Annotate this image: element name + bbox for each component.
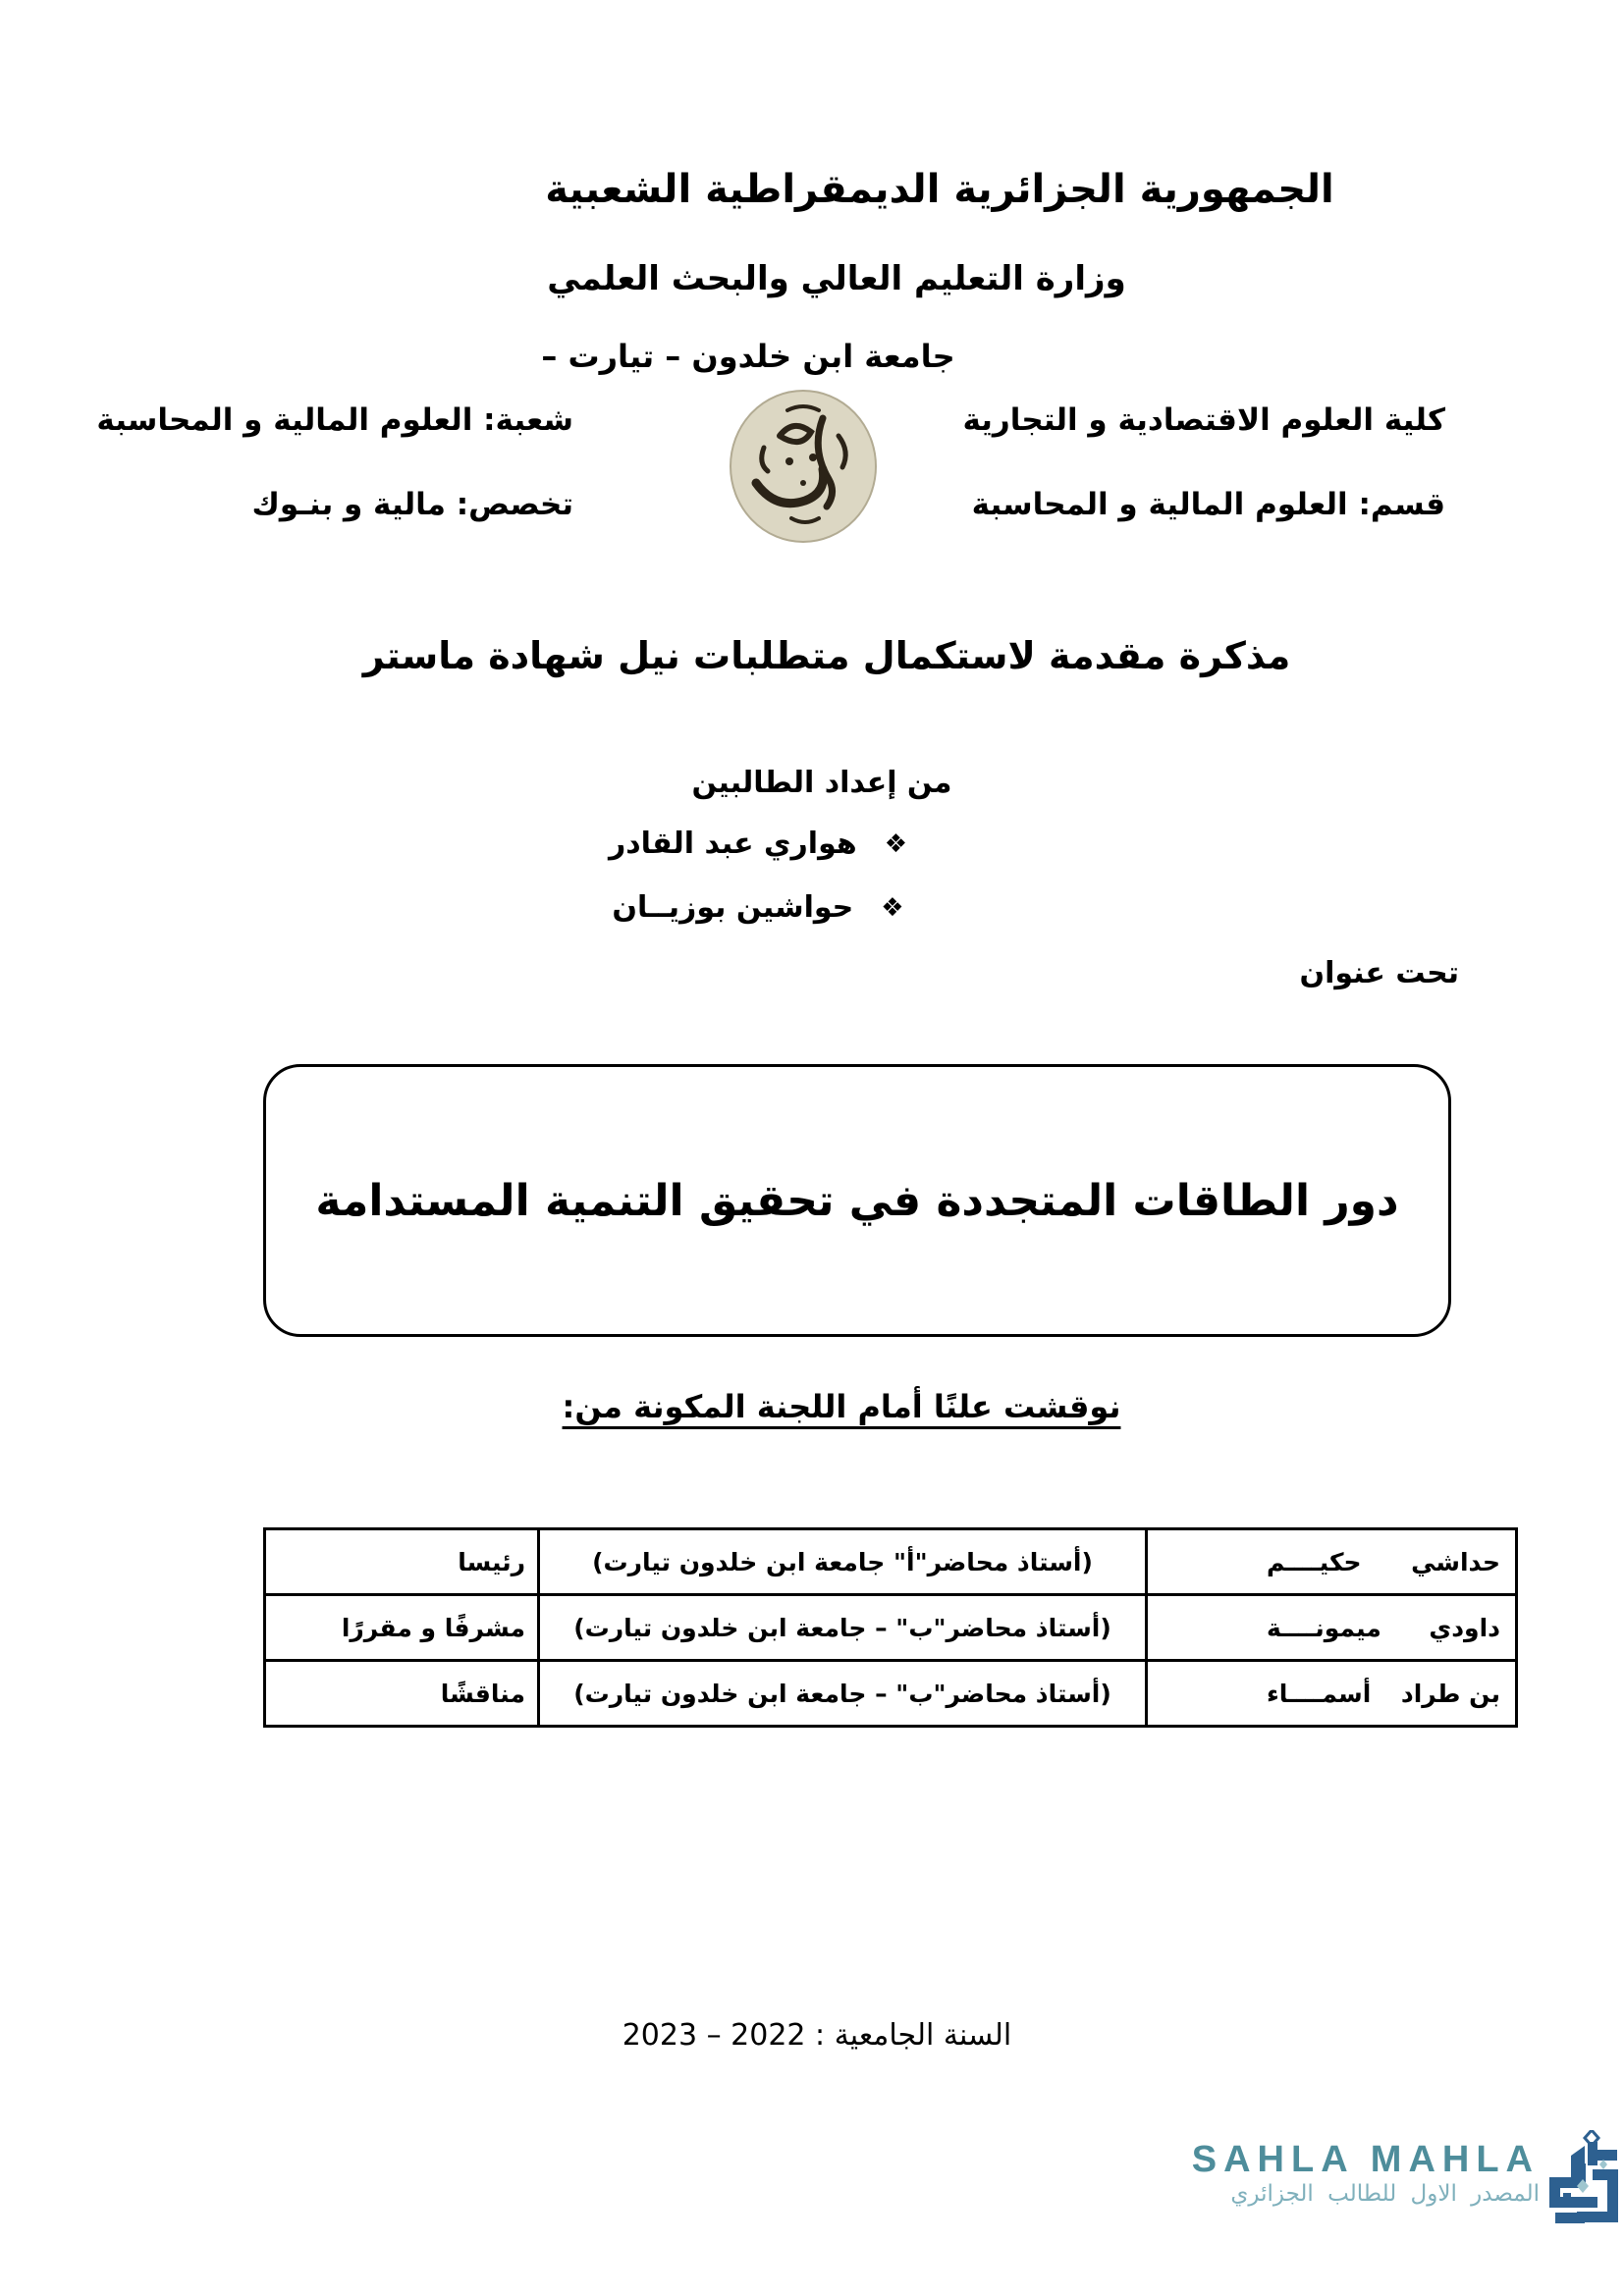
member-name-cell xyxy=(1147,1529,1517,1595)
diamond-bullet-icon: ❖ xyxy=(884,828,907,859)
prepared-by-heading: من إعداد الطالبين xyxy=(691,766,952,800)
committee-intro-line: نوقشت علنًا أمام اللجنة المكونة من: xyxy=(562,1388,1121,1425)
header-university-line: جامعة ابن خلدون – تيارت – xyxy=(541,338,955,375)
member-role-cell: رئيسا xyxy=(265,1529,539,1595)
memo-type-line: مذكرة مقدمة لاستكمال متطلبات نيل شهادة ماستر xyxy=(362,634,1291,677)
student-name: هواري عبد القادر xyxy=(609,827,857,861)
table-row xyxy=(265,1661,1517,1727)
brand-mark-icon xyxy=(1542,2130,1624,2230)
student-item xyxy=(0,827,1570,861)
member-grade-cell: (أستاذ محاضر"ب" – جامعة ابن خلدون تيارت) xyxy=(539,1595,1147,1661)
member-firstname: حكيــــم xyxy=(1267,1547,1362,1576)
member-name-cell xyxy=(1147,1595,1517,1661)
university-seal-icon xyxy=(729,389,878,544)
student-list xyxy=(0,827,1570,954)
table-row xyxy=(265,1529,1517,1595)
faculty-line: كلية العلوم الاقتصادية و التجارية xyxy=(962,402,1445,438)
under-title-label: تحت عنوان xyxy=(1299,956,1459,990)
header-republic-line: الجمهورية الجزائرية الديمقراطية الشعبية xyxy=(545,167,1334,212)
member-grade-cell: (أستاذ محاضر"أ" جامعة ابن خلدون تيارت) xyxy=(539,1529,1147,1595)
member-role-cell: مناقشًا xyxy=(265,1661,539,1727)
header-ministry-line: وزارة التعليم العالي والبحث العلمي xyxy=(547,259,1126,298)
brand-name: SAHLA MAHLA xyxy=(1191,2139,1540,2180)
member-surname: داودي xyxy=(1429,1613,1500,1642)
member-surname: بن طراد xyxy=(1400,1679,1500,1708)
thesis-title-box xyxy=(263,1064,1451,1337)
member-surname: حداشي xyxy=(1411,1547,1500,1576)
brand-tagline: المصدر الاول للطالب الجزائري xyxy=(1230,2181,1540,2207)
department-line: قسم: العلوم المالية و المحاسبة xyxy=(971,487,1445,522)
committee-table xyxy=(263,1527,1518,1728)
table-row xyxy=(265,1595,1517,1661)
specialty-line: تخصص: مالية و بنـوك xyxy=(251,487,573,522)
member-name-cell xyxy=(1147,1661,1517,1727)
brand-text-block xyxy=(1192,2126,1540,2207)
student-item xyxy=(0,890,1570,925)
diamond-bullet-icon: ❖ xyxy=(881,892,904,923)
footer-brand xyxy=(1035,2126,1624,2230)
member-role-cell: مشرفًا و مقررًا xyxy=(265,1595,539,1661)
academic-year-line: السنة الجامعية : 2022 – 2023 xyxy=(622,2018,1012,2053)
member-firstname: أسمــــاء xyxy=(1267,1679,1372,1708)
thesis-title: دور الطاقات المتجددة في تحقيق التنمية المستدامة xyxy=(315,1175,1399,1226)
member-grade-cell: (أستاذ محاضر"ب" – جامعة ابن خلدون تيارت) xyxy=(539,1661,1147,1727)
branch-line: شعبة: العلوم المالية و المحاسبة xyxy=(96,402,573,438)
student-name: حواشين بوزيــان xyxy=(612,890,854,925)
member-firstname: ميمونــــة xyxy=(1267,1613,1381,1642)
